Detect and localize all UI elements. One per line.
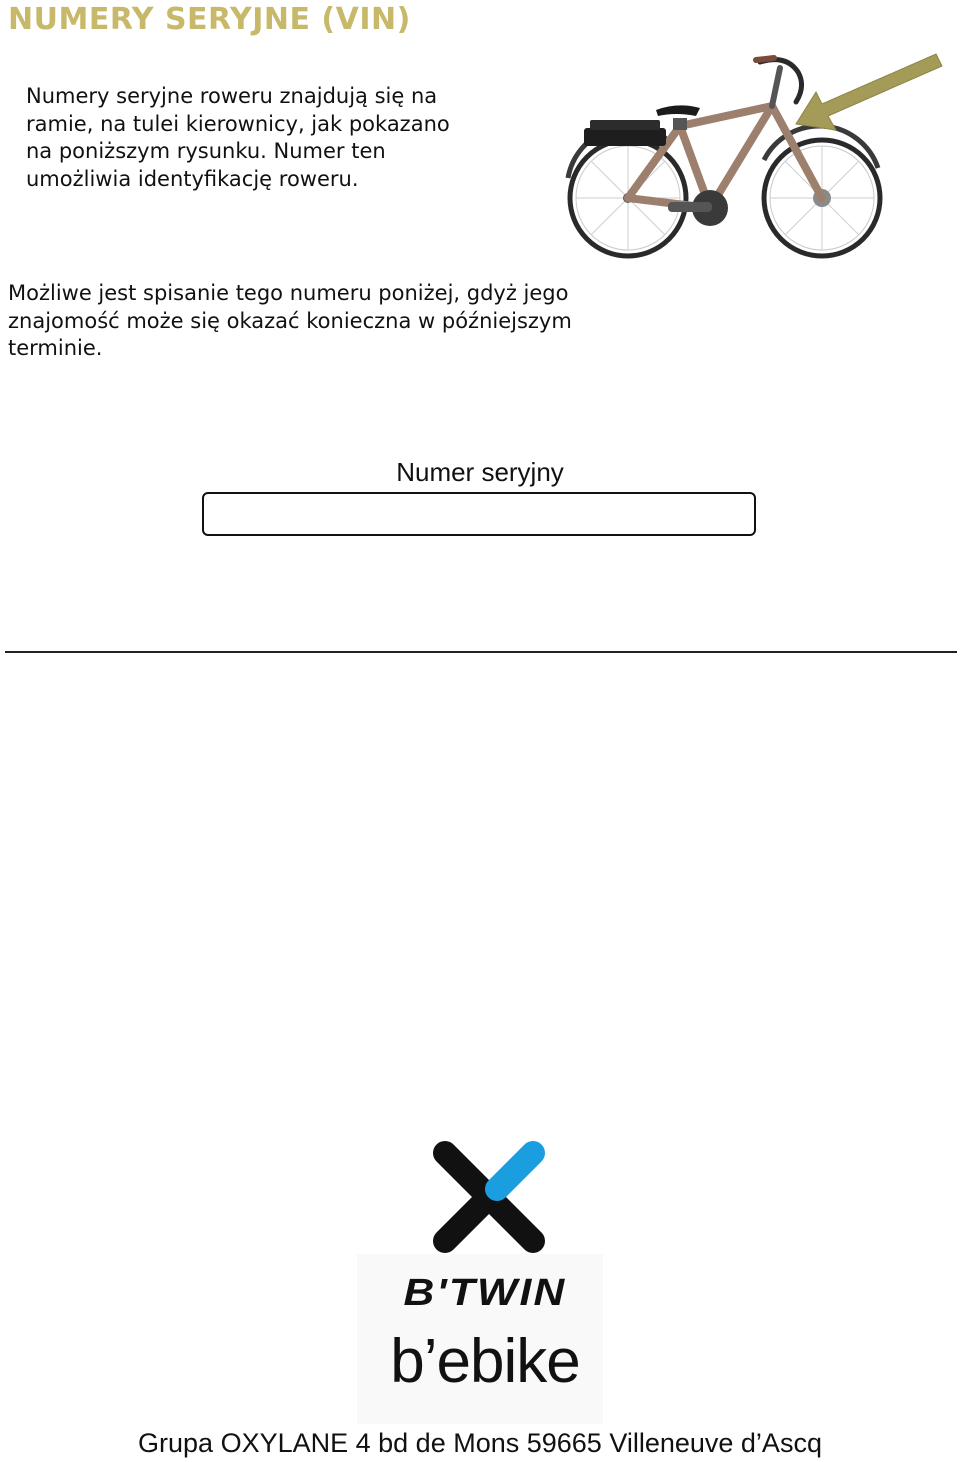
footer-address: Grupa OXYLANE 4 bd de Mons 59665 Villeneuve d’Ascq (138, 1428, 822, 1458)
pointer-arrow-icon (796, 54, 942, 130)
bicycle-icon (568, 58, 880, 256)
intro-paragraph: Numery seryjne roweru znajdują się na ramie, na tulei kierownicy, jak pokazano na poniższym rysunku. Numer ten umożliwia identyfikację roweru. (26, 84, 450, 191)
serial-number-input[interactable] (202, 492, 756, 536)
brand-wordmark: B'TWIN (403, 1272, 567, 1314)
divider-line (5, 651, 957, 653)
note-paragraph: Możliwe jest spisanie tego numeru poniżej, gdyż jego znajomość może się okazać konieczna w późniejszym terminie. (8, 281, 572, 360)
bicycle-illustration (560, 48, 944, 270)
page-title: NUMERY SERYJNE (VIN) (8, 2, 411, 37)
btwin-x-logo-icon (423, 1131, 555, 1263)
product-wordmark: b’ebike (390, 1327, 580, 1396)
serial-number-label: Numer seryjny (396, 457, 564, 487)
